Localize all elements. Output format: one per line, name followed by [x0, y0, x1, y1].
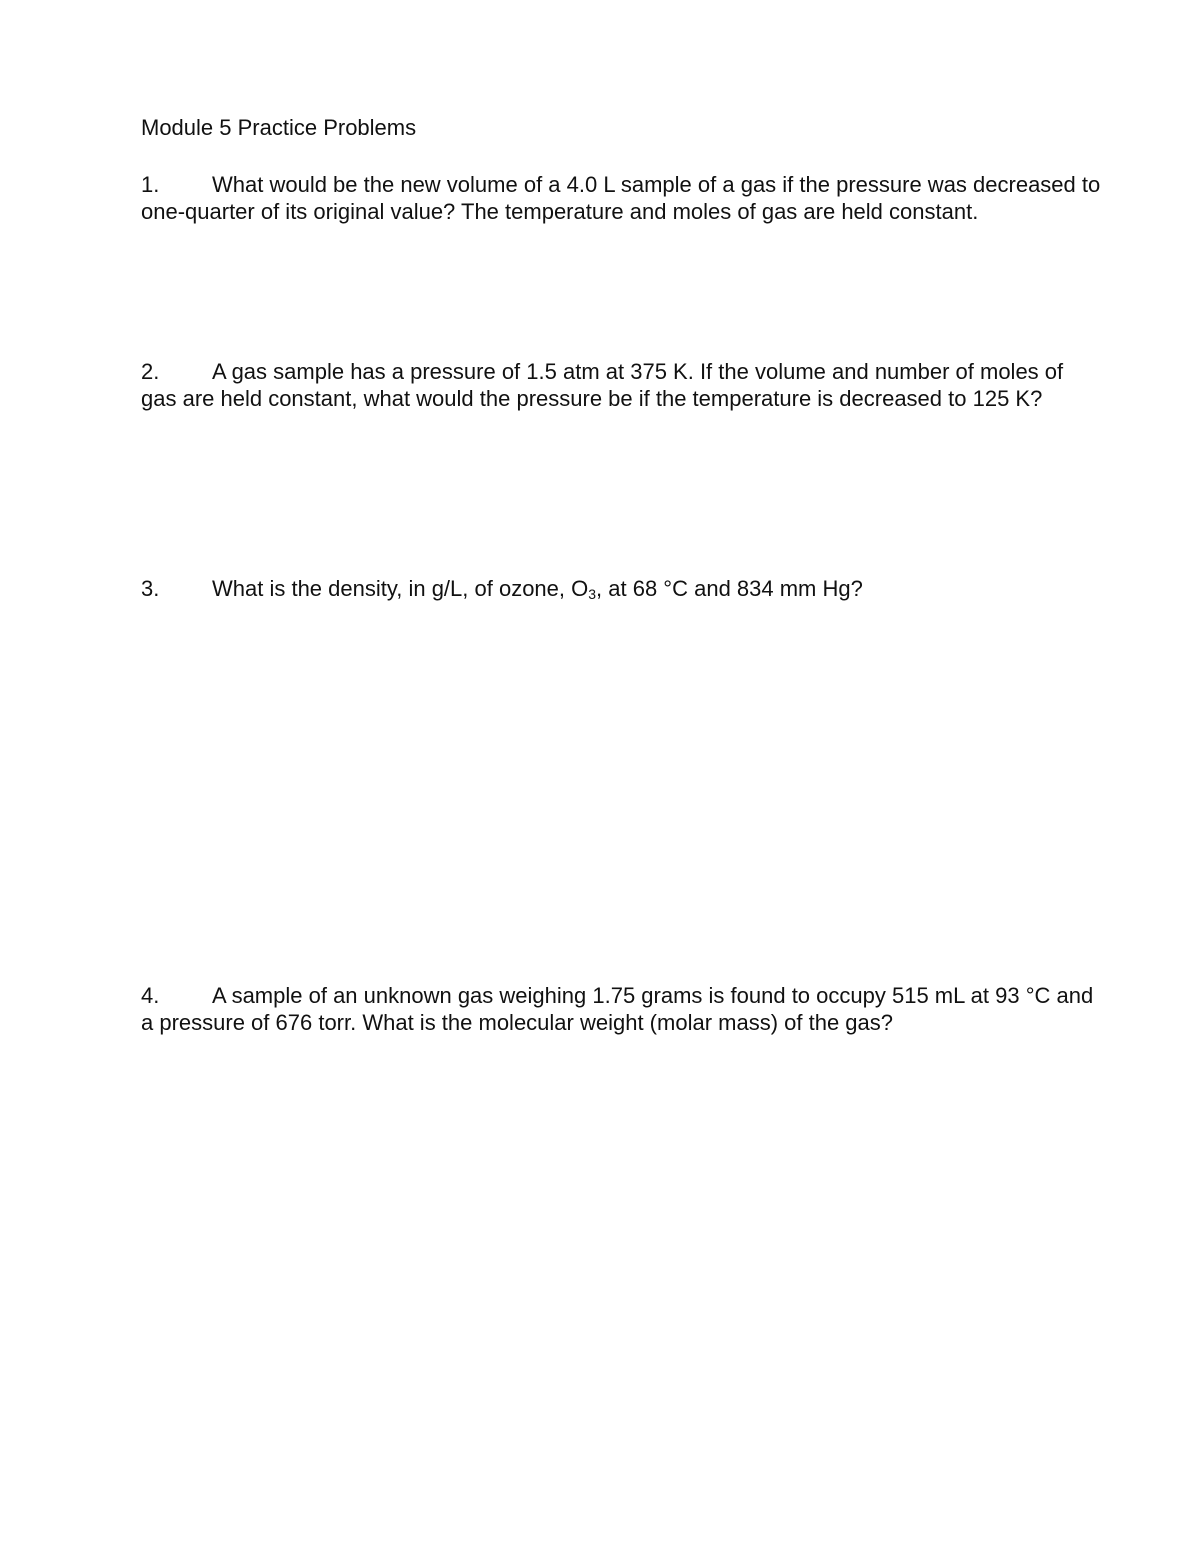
problem-number: 4.: [141, 983, 160, 1008]
problem-text: What would be the new volume of a 4.0 L sample of a gas if the pressure was decreased to one-quarter of its original value? The temperature and moles of gas are held constant.: [141, 172, 1101, 224]
problem-4: [141, 982, 1101, 1036]
page-title: Module 5 Practice Problems: [141, 115, 417, 140]
problem-2: [141, 358, 1101, 412]
ozone-subscript: 3: [588, 586, 597, 602]
problem-1: [141, 171, 1101, 225]
problem-number: 2.: [141, 359, 160, 384]
problem-number: 3.: [141, 576, 160, 601]
problem-3: [141, 575, 1101, 602]
problem-text-before: What is the density, in g/L, of ozone, O: [212, 576, 589, 601]
problem-text: A gas sample has a pressure of 1.5 atm at 375 K. If the volume and number of moles of gas are held constant, what would the pressure be if the temperature is decreased to 125 K?: [141, 359, 1064, 411]
problem-text-after: , at 68 °C and 834 mm Hg?: [596, 576, 863, 601]
problem-text: A sample of an unknown gas weighing 1.75 grams is found to occupy 515 mL at 93 °C and a pressure of 676 torr. What is the molecular weight (molar mass) of the gas?: [141, 983, 1094, 1035]
problem-number: 1.: [141, 172, 160, 197]
